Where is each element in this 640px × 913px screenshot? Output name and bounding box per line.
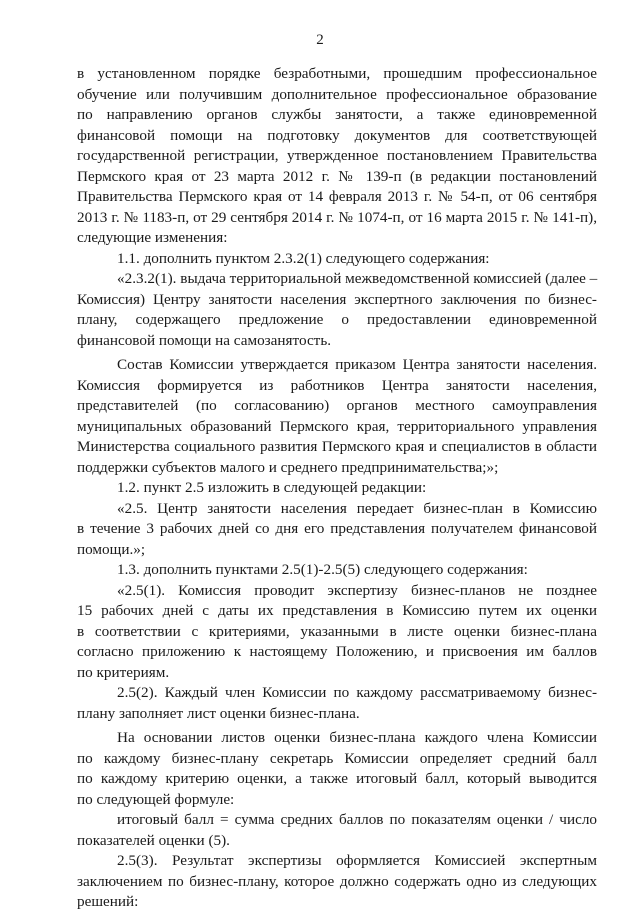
text-line: поддержки субъектов малого и среднего предпринимательства;»; — [77, 458, 499, 476]
text-line: по критериям. — [77, 663, 170, 681]
text-line: по направлению органов службы занятости, а также единовременной — [77, 106, 597, 123]
text-line: «2.5(1). Комиссия проводит экспертизу бизнес-планов не позднее — [117, 581, 597, 599]
text-line: помощи.»; — [77, 540, 146, 558]
text-line: 1.3. дополнить пунктами 2.5(1)-2.5(5) следующего содержания: — [117, 561, 528, 578]
text-line: государственной регистрации, утвержденное постановлением Правительства — [77, 147, 597, 164]
text-line: заключением по бизнес-плану, которое должно содержать одно из следующих — [77, 872, 597, 890]
page-number: 2 — [316, 32, 324, 48]
text-line: следующие изменения: — [77, 229, 228, 246]
text-line: «2.3.2(1). выдача территориальной межведомственной комиссией (далее – — [117, 270, 598, 287]
text-line: Комиссия) Центру занятости населения экспертного заключения по бизнес- — [77, 290, 597, 308]
text-line: решений: — [77, 893, 139, 910]
text-line: Пермского края от 23 марта 2012 г. № 139-п (в редакции постановлений — [77, 167, 597, 185]
text-line: в течение 3 рабочих дней со дня его представления получателем финансовой — [77, 520, 597, 537]
text-line: финансовой помощи на самозанятость. — [77, 331, 332, 349]
text-line: по каждому критерию оценки, а также итоговый балл, который выводится — [77, 770, 597, 787]
text-line: в соответствии с критериями, указанными в листе оценки бизнес-плана — [77, 622, 597, 640]
text-line: Министерства социального развития Пермского края и специалистов в области — [77, 438, 597, 455]
text-line: по каждому бизнес-плану секретарь Комиссии определяет средний балл — [77, 749, 597, 767]
text-line: показателей оценки (5). — [77, 831, 230, 849]
text-line: обучение или получившим дополнительное профессиональное образование — [77, 85, 597, 103]
text-line: муниципальных образований Пермского края, территориального управления — [77, 417, 597, 435]
text-line: плану, содержащего предложение о предоставлении единовременной — [77, 311, 597, 328]
text-line: 2013 г. № 1183-п, от 29 сентября 2014 г. № 1074-п, от 16 марта 2015 г. № 141-п), — [77, 208, 597, 226]
text-line: представителей (по согласованию) органов местного самоуправления — [77, 397, 597, 414]
text-line: На основании листов оценки бизнес-плана каждого члена Комиссии — [117, 729, 597, 746]
text-line: 1.2. пункт 2.5 изложить в следующей редакции: — [117, 479, 427, 496]
text-line: «2.5. Центр занятости населения передает бизнес-план в Комиссию — [117, 499, 597, 517]
text-line: Состав Комиссии утверждается приказом Центра занятости населения. — [117, 356, 597, 373]
text-line: 1.1. дополнить пунктом 2.3.2(1) следующего содержания: — [117, 249, 490, 267]
text-line: итоговый балл = сумма средних баллов по показателям оценки / число — [117, 811, 597, 828]
text-line: 2.5(2). Каждый член Комиссии по каждому рассматриваемому бизнес- — [117, 684, 597, 701]
text-line: Комиссия формируется из работников Центра занятости населения, — [77, 376, 597, 394]
document-body — [77, 64, 597, 913]
text-line: 2.5(3). Результат экспертизы оформляется Комиссией экспертным — [117, 852, 597, 869]
text-line: в установленном порядке безработными, прошедшим профессиональное — [77, 65, 597, 82]
text-line: 15 рабочих дней с даты их представления в Комиссию путем их оценки — [77, 602, 597, 619]
text-line: по следующей формуле: — [77, 790, 235, 808]
text-line: Правительства Пермского края от 14 февраля 2013 г. № 54-п, от 06 сентября — [77, 188, 597, 205]
text-line: плану заполняет лист оценки бизнес-плана. — [77, 704, 360, 722]
text-line: финансовой помощи на подготовку документов для соответствующей — [77, 126, 597, 144]
text-line: согласно приложению к настоящему Положению, и присвоения им баллов — [77, 643, 597, 660]
